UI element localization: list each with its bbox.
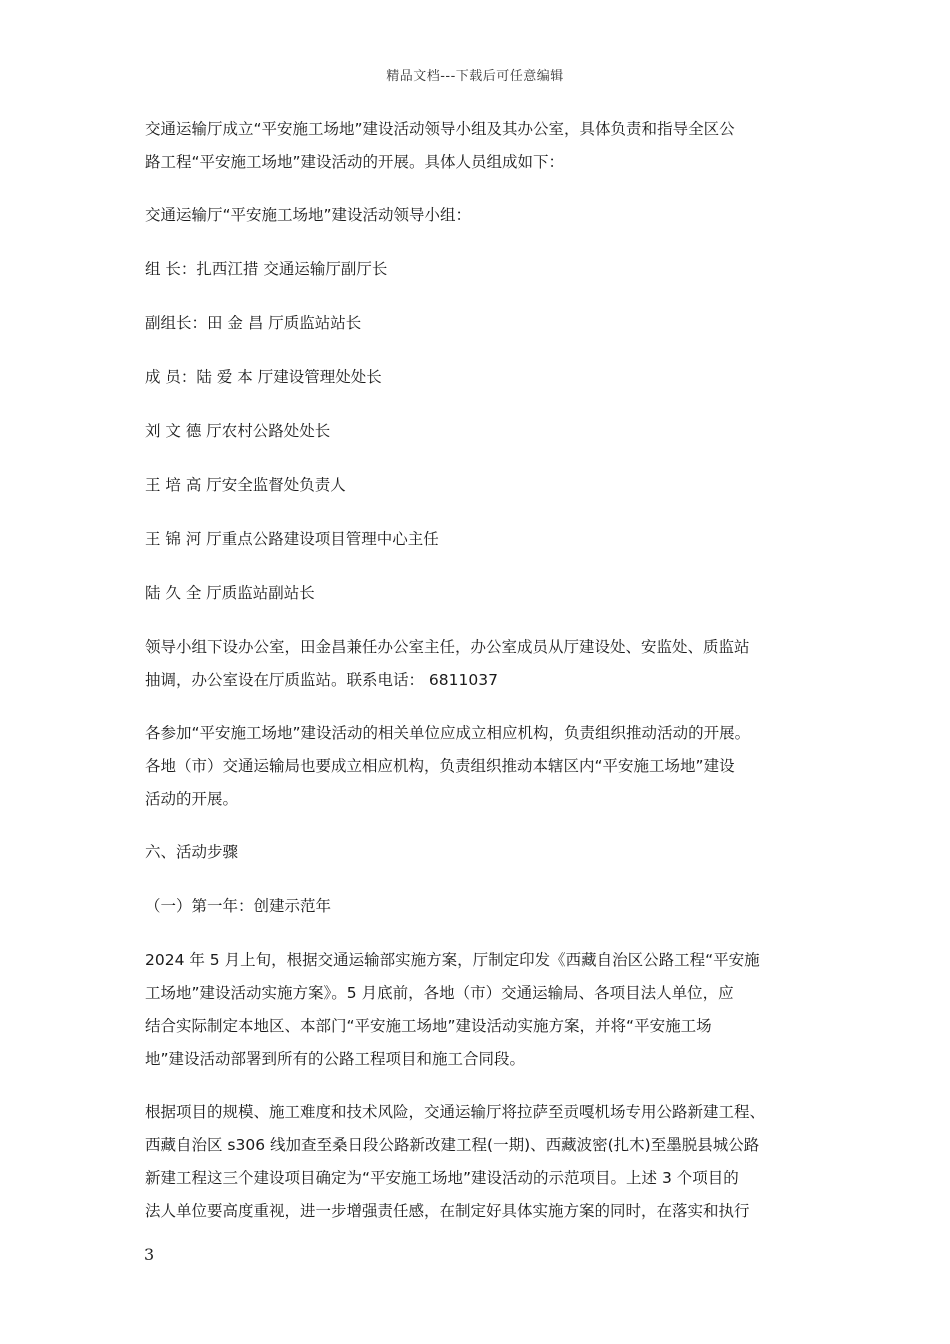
text-line: 各地（市）交通运输局也要成立相应机构，负责组织推动本辖区内“平安施工场地”建设 [145, 757, 735, 775]
text-line: 新建工程这三个建设项目确定为“平安施工场地”建设活动的示范项目。上述 3 个项目的 [145, 1169, 739, 1187]
text-line: 西藏自治区 s306 线加查至桑日段公路新改建工程(一期)、西藏波密(扎木)至墨脱县城公路 [145, 1136, 760, 1154]
paragraph-group-title [145, 199, 810, 232]
text-line: 交通运输厅“平安施工场地”建设活动领导小组： [145, 206, 472, 224]
text-line: 各参加“平安施工场地”建设活动的相关单位应成立相应机构，负责组织推动活动的开展。 [145, 724, 751, 742]
text-line: 地”建设活动部署到所有的公路工程项目和施工合同段。 [145, 1050, 526, 1068]
text-line: 副组长：田 金 昌 厅质监站站长 [145, 314, 362, 332]
text-line: 王 锦 河 厅重点公路建设项目管理中心主任 [145, 530, 439, 548]
text-line: 成 员：陆 爱 本 厅建设管理处处长 [145, 368, 382, 386]
text-line: 领导小组下设办公室，田金昌兼任办公室主任，办公室成员从厅建设处、安监处、质监站 [145, 638, 750, 656]
text-line: 陆 久 全 厅质监站副站长 [145, 584, 315, 602]
section-heading [145, 836, 810, 869]
text-line: 抽调，办公室设在厅质监站。联系电话： 6811037 [145, 671, 498, 689]
member-4 [145, 523, 810, 556]
subsection-heading [145, 890, 810, 923]
text-line: 根据项目的规模、施工难度和技术风险，交通运输厅将拉萨至贡嘎机场专用公路新建工程、 [145, 1103, 766, 1121]
text-line: 交通运输厅成立“平安施工场地”建设活动领导小组及其办公室，具体负责和指导全区公 [145, 120, 735, 138]
member-3 [145, 469, 810, 502]
text-line: 王 培 高 厅安全监督处负责人 [145, 476, 346, 494]
text-line: 路工程“平安施工场地”建设活动的开展。具体人员组成如下： [145, 153, 565, 171]
member-1 [145, 361, 810, 394]
paragraph-units [145, 717, 810, 816]
paragraph-office [145, 631, 810, 697]
text-line: 刘 文 德 厅农村公路处处长 [145, 422, 331, 440]
paragraph-projects [145, 1096, 810, 1228]
text-line: 2024 年 5 月上旬，根据交通运输部实施方案，厅制定印发《西藏自治区公路工程“平安施 [145, 951, 760, 969]
member-5 [145, 577, 810, 610]
member-leader [145, 253, 810, 286]
text-line: 结合实际制定本地区、本部门“平安施工场地”建设活动实施方案，并将“平安施工场 [145, 1017, 712, 1035]
text-line: 活动的开展。 [145, 790, 239, 808]
text-line: 六、活动步骤 [145, 843, 239, 861]
text-line: 法人单位要高度重视，进一步增强责任感，在制定好具体实施方案的同时，在落实和执行 [145, 1202, 750, 1220]
document-body [145, 113, 810, 1248]
member-deputy-leader [145, 307, 810, 340]
page-number: 3 [144, 1245, 155, 1264]
text-line: （一）第一年：创建示范年 [145, 897, 332, 915]
paragraph-schedule [145, 944, 810, 1076]
text-line: 工场地”建设活动实施方案》。5 月底前，各地（市）交通运输局、各项目法人单位，应 [145, 984, 734, 1002]
member-2 [145, 415, 810, 448]
paragraph-intro [145, 113, 810, 179]
text-line: 组 长：扎西江措 交通运输厅副厅长 [145, 260, 388, 278]
page-header: 精品文档---下载后可任意编辑 [386, 69, 564, 84]
